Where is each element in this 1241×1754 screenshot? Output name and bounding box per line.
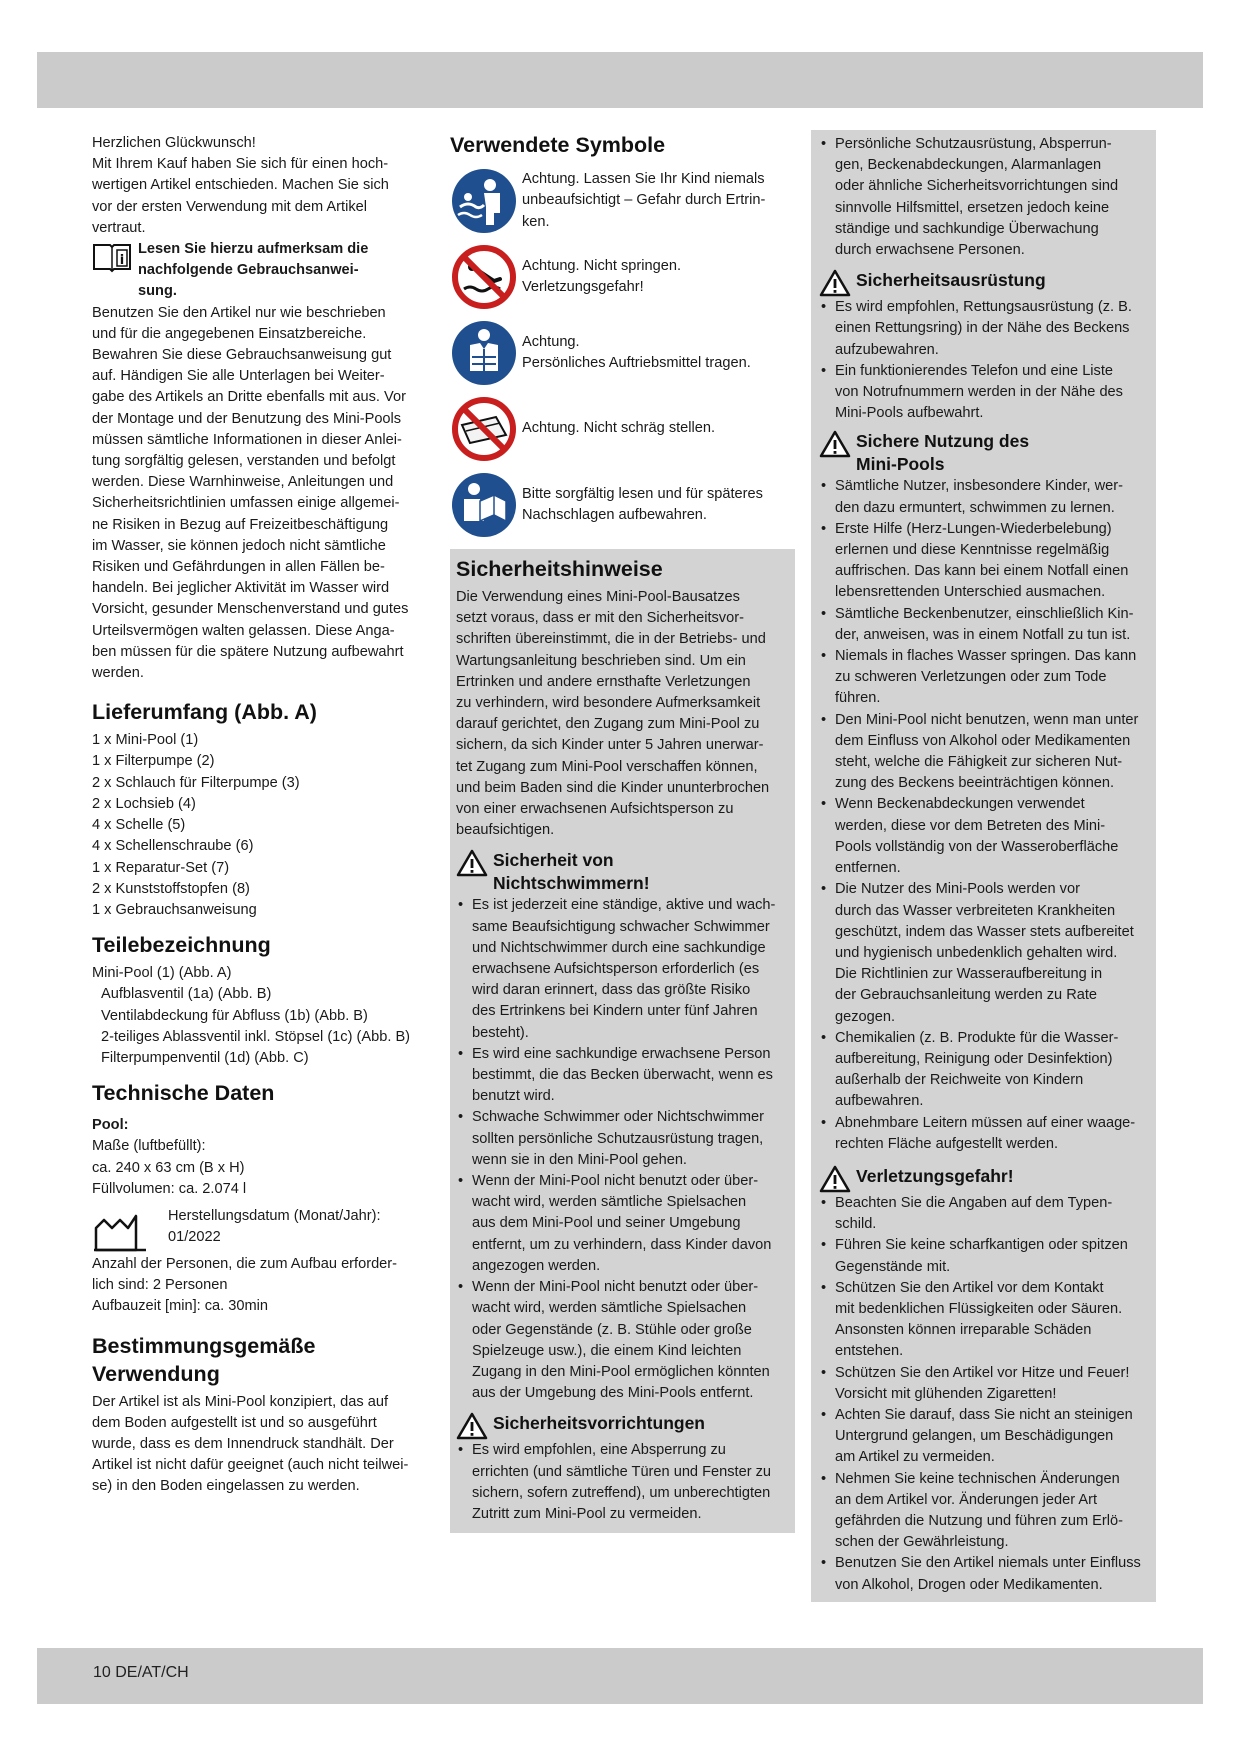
text-line: Benutzen Sie den Artikel nur wie beschrieben (92, 304, 386, 321)
text-line: Maße (luftbefüllt): (92, 1138, 206, 1155)
warning-icon (456, 1412, 488, 1440)
page-number: 10 DE/AT/CH (93, 1664, 189, 1681)
symbol-row (450, 471, 795, 539)
list-item: • Es wird empfohlen, eine Absperrung zu errichten (und sämtliche Türen und Fenster zu sichern, sofern zutreffend), um unberechtigten Zutritt zum Mini-Pool zu vermeiden. (456, 1440, 789, 1525)
text-line: Wartungsanleitung beschrieben sind. Um ein (456, 652, 746, 669)
pool-specs (92, 1136, 427, 1200)
equip-heading (819, 269, 1148, 297)
text-line: Nichtschwimmern! (493, 873, 650, 894)
intro-text (92, 133, 427, 239)
text-line: vertraut. (92, 219, 146, 236)
list-item: • Wenn der Mini-Pool nicht benutzt oder über- wacht wird, werden sämtliche Spielsachen oder Gegenstände (z. B. Stühle oder große Spielzeuge usw.), die einem Kind leichten Zugang in den Mini-Pool ermöglichen könnten aus der Umgebung des Mini-Pools entfernt. (456, 1277, 789, 1404)
symbol-row (450, 167, 795, 235)
column-middle (450, 131, 795, 1533)
text-line: ken. (522, 213, 550, 230)
text-line: 4 x Schelle (5) (92, 817, 186, 834)
teile-heading: Teilebezeichnung (92, 933, 271, 958)
symbol-text (522, 169, 765, 233)
text-line: nachfolgende Gebrauchsanwei- (138, 262, 359, 279)
list-item: • Wenn der Mini-Pool nicht benutzt oder über- wacht wird, werden sämtliche Spielsachen aus dem Mini-Pool und seiner Umgebung entfernt, um zu verhindern, dass Kinder davon angezogen werden. (456, 1171, 789, 1277)
list-item: • Es wird empfohlen, Rettungsausrüstung (z. B. einen Rettungsring) in der Nähe des Beckens aufzubewahren. (819, 297, 1148, 361)
nonswim-heading (456, 849, 789, 895)
column-left (92, 133, 427, 1498)
symbol-row (450, 395, 795, 463)
text-line: vor der ersten Verwendung mit dem Artikel (92, 198, 367, 215)
symbol-text (522, 332, 751, 374)
text-line: darauf gerichtet, den Zugang zum Mini-Pool zu (456, 716, 760, 733)
text-line: beaufsichtigen. (456, 822, 555, 839)
text-line: Filterpumpenventil (1d) (Abb. C) (101, 1049, 309, 1066)
read-manual-icon (450, 471, 518, 539)
top-list (819, 134, 1148, 261)
text-line: Bewahren Sie diese Gebrauchsanweisung gut (92, 347, 392, 364)
warning-icon (819, 1165, 851, 1193)
text-line: 2 x Schlauch für Filterpumpe (3) (92, 774, 300, 791)
lieferumfang-heading: Lieferumfang (Abb. A) (92, 700, 317, 725)
text-line: auf. Händigen Sie alle Unterlagen bei Weiter- (92, 368, 385, 385)
text-line: Aufbauzeit [min]: ca. 30min (92, 1298, 269, 1315)
list-item: • Den Mini-Pool nicht benutzen, wenn man unter dem Einfluss von Alkohol oder Medikamenten steht, welche die Fähigkeit zur sicheren Nut- zung des Beckens beeinträchtigen können. (819, 710, 1148, 795)
text-line: Bitte sorgfältig lesen und für späteres (522, 485, 763, 502)
use-list (819, 476, 1148, 1155)
safety-section (450, 549, 795, 1533)
text-line: Achtung. (522, 333, 580, 350)
text-line: Ertrinken und andere ernsthafte Verletzungen (456, 673, 751, 690)
list-item: • Achten Sie darauf, dass Sie nicht an steinigen Untergrund gelangen, um Beschädigungen am Artikel zu vermeiden. (819, 1405, 1148, 1469)
text-line: tung sorgfältig gelesen, verstanden und befolgt (92, 453, 396, 470)
text-line: Sicherheit von (493, 850, 614, 871)
warning-icon (819, 269, 851, 297)
injury-title: Verletzungsgefahr! (856, 1165, 1014, 1186)
text-line: wertigen Artikel entschieden. Machen Sie sich (92, 177, 389, 194)
manufacture-date-icon (92, 1210, 148, 1254)
text-line: von einer erwachsenen Aufsichtsperson zu (456, 801, 734, 818)
list-item: • Nehmen Sie keine technischen Änderungen an dem Artikel vor. Änderungen jeder Art gefährden die Nutzung und führen zum Erlö- schen der Gewährleistung. (819, 1469, 1148, 1554)
warning-icon (456, 849, 488, 877)
book-info-icon (92, 241, 132, 273)
text-line: setzt voraus, dass er mit den Sicherheitsvor- (456, 610, 744, 627)
list-item: • Führen Sie keine scharfkantigen oder spitzen Gegenstände mit. (819, 1235, 1148, 1277)
text-line: Urteilsvermögen walten gelassen. Diese Anga- (92, 622, 395, 639)
text-line: Ventilabdeckung für Abfluss (1b) (Abb. B) (101, 1007, 368, 1024)
list-item: • Ein funktionierendes Telefon und eine Liste von Notrufnummern werden in der Nähe des Mini-Pools aufbewahrt. (819, 361, 1148, 425)
text-line: zu verhindern, wird besondere Aufmerksamkeit (456, 695, 761, 712)
devices-list (456, 1440, 789, 1525)
text-line: se) in den Boden eingelassen zu werden. (92, 1478, 360, 1495)
text-line: Achtung. Lassen Sie Ihr Kind niemals (522, 171, 765, 188)
text-line: und für die angegebenen Einsatzbereiche. (92, 325, 367, 342)
no-unattended-child-icon (450, 167, 518, 235)
list-item: • Sämtliche Beckenbenutzer, einschließlich Kin- der, anweisen, was in einem Notfall zu tun ist. (819, 604, 1148, 646)
text-line: Die Verwendung eines Mini-Pool-Bausatzes (456, 589, 740, 605)
pool-label: Pool: (92, 1117, 129, 1134)
manufacture-date-value: 01/2022 (168, 1229, 221, 1246)
list-item: • Schützen Sie den Artikel vor dem Kontakt mit bedenklichen Flüssigkeiten oder Säuren. Ansonsten können irreparable Schäden entstehen. (819, 1278, 1148, 1363)
symbol-text (522, 484, 763, 526)
text-line: werden. (92, 665, 144, 682)
text-line: Artikel ist nicht dafür geeignet (auch nicht teilwei- (92, 1457, 409, 1474)
text-line: wurde, dass es dem Innendruck standhält. Der (92, 1435, 394, 1452)
text-line: ben müssen für die spätere Nutzung aufbewahrt (92, 643, 404, 660)
text-line: Füllvolumen: ca. 2.074 l (92, 1180, 247, 1197)
column-right (811, 130, 1156, 1602)
list-item: • Abnehmbare Leitern müssen auf einer waage- rechten Fläche aufgestellt werden. (819, 1113, 1148, 1155)
text-line: Risiken und Gefährdungen in allen Fällen be- (92, 559, 385, 576)
svg-text:i: i (119, 253, 125, 269)
nonswim-list (456, 895, 789, 1404)
text-line: 2 x Lochsieb (4) (92, 795, 196, 812)
text-line: der Montage und der Benutzung des Mini-Pools (92, 410, 402, 427)
bestimmung-heading (92, 1332, 427, 1388)
text-line: im Wasser, sie können jedoch nicht sämtliche (92, 537, 386, 554)
no-tilt-icon (450, 395, 518, 463)
text-line: tet Zugang zum Mini-Pool verschaffen können, (456, 758, 758, 775)
header-bar (37, 52, 1203, 108)
text-line: dem Boden aufgestellt ist und so ausgeführt (92, 1414, 377, 1431)
injury-heading (819, 1165, 1148, 1193)
list-item: • Beachten Sie die Angaben auf dem Typen- schild. (819, 1193, 1148, 1235)
list-item: • Wenn Beckenabdeckungen verwendet werden, diese vor dem Betreten des Mini- Pools vollständig von der Wasseroberfläche entfernen. (819, 794, 1148, 879)
text-line: Mit Ihrem Kauf haben Sie sich für einen hoch- (92, 156, 389, 173)
teile-main: Mini-Pool (1) (Abb. A) (92, 965, 232, 982)
list-item: • Schwache Schwimmer oder Nichtschwimmer sollten persönliche Schutzausrüstung tragen, wenn sie in den Mini-Pool gehen. (456, 1107, 789, 1171)
no-diving-icon (450, 243, 518, 311)
text-line: ne Risiken in Bezug auf Freizeitbeschäftigung (92, 516, 389, 533)
text-line: Achtung. Nicht schräg stellen. (522, 420, 716, 437)
text-line: ca. 240 x 63 cm (B x H) (92, 1159, 245, 1176)
text-line: Der Artikel ist als Mini-Pool konzipiert, das auf (92, 1393, 389, 1410)
text-line: Persönliches Auftriebsmittel tragen. (522, 355, 751, 371)
footer-bar (37, 1648, 1203, 1704)
list-item: • Benutzen Sie den Artikel niemals unter Einfluss von Alkohol, Drogen oder Medikamenten. (819, 1553, 1148, 1595)
text-line: 4 x Schellenschraube (6) (92, 838, 254, 855)
list-item: • Sämtliche Nutzer, insbesondere Kinder, wer- den dazu ermuntert, schwimmen zu lernen. (819, 476, 1148, 518)
list-item: • Die Nutzer des Mini-Pools werden vor durch das Wasser verbreiteten Krankheiten geschützt, indem das Wasser stets aufbereitet und hygienisch unbedenklich gehalten wird. Die Richtlinien zur Wasseraufbereitung in der Gebrauchsanleitung werden zu Rate gezogen. (819, 879, 1148, 1027)
text-line: gabe des Artikels an Dritte ebenfalls mit aus. Vor (92, 389, 406, 406)
text-line: Mini-Pools (856, 454, 945, 475)
text-line: Vorsicht, gesunder Menschenverstand und gutes (92, 601, 409, 618)
text-line: Anzahl der Personen, die zum Aufbau erforder- (92, 1255, 398, 1272)
list-item: • Chemikalien (z. B. Produkte für die Wasser- aufbereitung, Reinigung oder Desinfektion) außerhalb der Reichweite von Kindern aufbewahren. (819, 1028, 1148, 1113)
read-note-text (138, 239, 368, 303)
symbol-text (522, 256, 681, 298)
text-line: Lesen Sie hierzu aufmerksam die (138, 241, 369, 258)
text-line: 2-teiliges Ablassventil inkl. Stöpsel (1c) (Abb. B) (101, 1028, 411, 1045)
text-line: Bestimmungsgemäße (92, 1333, 316, 1358)
text-line: 1 x Reparatur-Set (7) (92, 859, 230, 876)
text-line: Verwendung (92, 1361, 220, 1386)
technik-heading: Technische Daten (92, 1081, 275, 1106)
lieferumfang-list (92, 730, 427, 921)
equip-title: Sicherheitsausrüstung (856, 270, 1046, 291)
text-line: sung. (138, 283, 177, 300)
text-line: Achtung. Nicht springen. (522, 257, 681, 274)
symbol-text (522, 418, 715, 439)
list-item: • Erste Hilfe (Herz-Lungen-Wiederbelebung) erlernen und diese Kenntnisse regelmäßig auffrischen. Das kann bei einem Notfall einen lebensrettenden Unterschied ausmachen. (819, 519, 1148, 604)
text-line: sichern, da sich Kinder unter 5 Jahren unerwar- (456, 737, 764, 754)
text-line: 2 x Kunststoffstopfen (8) (92, 880, 250, 897)
text-line: 1 x Mini-Pool (1) (92, 732, 199, 749)
devices-title: Sicherheitsvorrichtungen (493, 1413, 705, 1434)
use-heading (819, 430, 1148, 476)
bestimmung-text (92, 1392, 427, 1498)
safety-text (456, 587, 789, 841)
text-line: handeln. Bei jeglicher Aktivität im Wasser wird (92, 580, 390, 597)
safety-heading: Sicherheitshinweise (456, 557, 663, 581)
read-note (92, 239, 427, 303)
text-line: Sichere Nutzung des (856, 431, 1030, 452)
symbol-row (450, 243, 795, 311)
text-line: unbeaufsichtigt – Gefahr durch Ertrin- (522, 192, 766, 209)
symbols-heading: Verwendete Symbole (450, 133, 666, 157)
devices-heading (456, 1412, 789, 1440)
text-line: Nachschlagen aufbewahren. (522, 507, 707, 523)
persons-text (92, 1254, 427, 1318)
text-line: lich sind: 2 Personen (92, 1277, 228, 1294)
injury-list (819, 1193, 1148, 1596)
nonswim-title (493, 849, 650, 895)
text-line: müssen sämtliche Informationen in dieser Anlei- (92, 431, 402, 448)
equip-list (819, 297, 1148, 424)
text-line: 1 x Gebrauchsanweisung (92, 901, 257, 918)
list-item: • Es wird eine sachkundige erwachsene Person bestimmt, die das Becken überwacht, wenn es benutzt wird. (456, 1044, 789, 1108)
text-line: Aufblasventil (1a) (Abb. B) (101, 986, 272, 1003)
text-line: Verletzungsgefahr! (522, 279, 644, 295)
teile-list (92, 984, 427, 1069)
life-vest-icon (450, 319, 518, 387)
text-line: schriften übereinstimmt, die in der Betriebs- und (456, 631, 766, 648)
manufacture-date (92, 1206, 427, 1254)
text-line: werden. Diese Warnhinweise, Anleitungen und (92, 474, 394, 491)
text-line: und beim Baden sind die Kinder ununterbrochen (456, 779, 770, 796)
text-line: Sicherheitsrichtlinien umfassen einige allgemei- (92, 495, 400, 512)
text-line: 1 x Filterpumpe (2) (92, 753, 215, 770)
manufacture-date-label: Herstellungsdatum (Monat/Jahr): (168, 1207, 381, 1224)
list-item: • Es ist jederzeit eine ständige, aktive und wach- same Beaufsichtigung schwacher Schwimmer und Nichtschwimmer durch eine sachkundige erwachsene Aufsichtsperson erforderlich (es wird daran erinnert, dass das größte Risiko des Ertrinkens bei Kindern unter fünf Jahren besteht). (456, 895, 789, 1043)
use-title (856, 430, 1029, 476)
symbol-row (450, 319, 795, 387)
list-item: • Niemals in flaches Wasser springen. Das kann zu schweren Verletzungen oder zum Tode führen. (819, 646, 1148, 710)
list-item: • Persönliche Schutzausrüstung, Absperrun- gen, Beckenabdeckungen, Alarmanlagen oder ähnliche Sicherheitsvorrichtungen sind sinnvolle Hilfsmittel, ersetzen jedoch keine ständige und sachkundige Überwachung durch erwachsene Personen. (819, 134, 1148, 261)
list-item: • Schützen Sie den Artikel vor Hitze und Feuer! Vorsicht mit glühenden Zigaretten! (819, 1363, 1148, 1405)
usage-text (92, 303, 427, 685)
text-line: Herzlichen Glückwunsch! (92, 135, 256, 151)
warning-icon (819, 430, 851, 458)
